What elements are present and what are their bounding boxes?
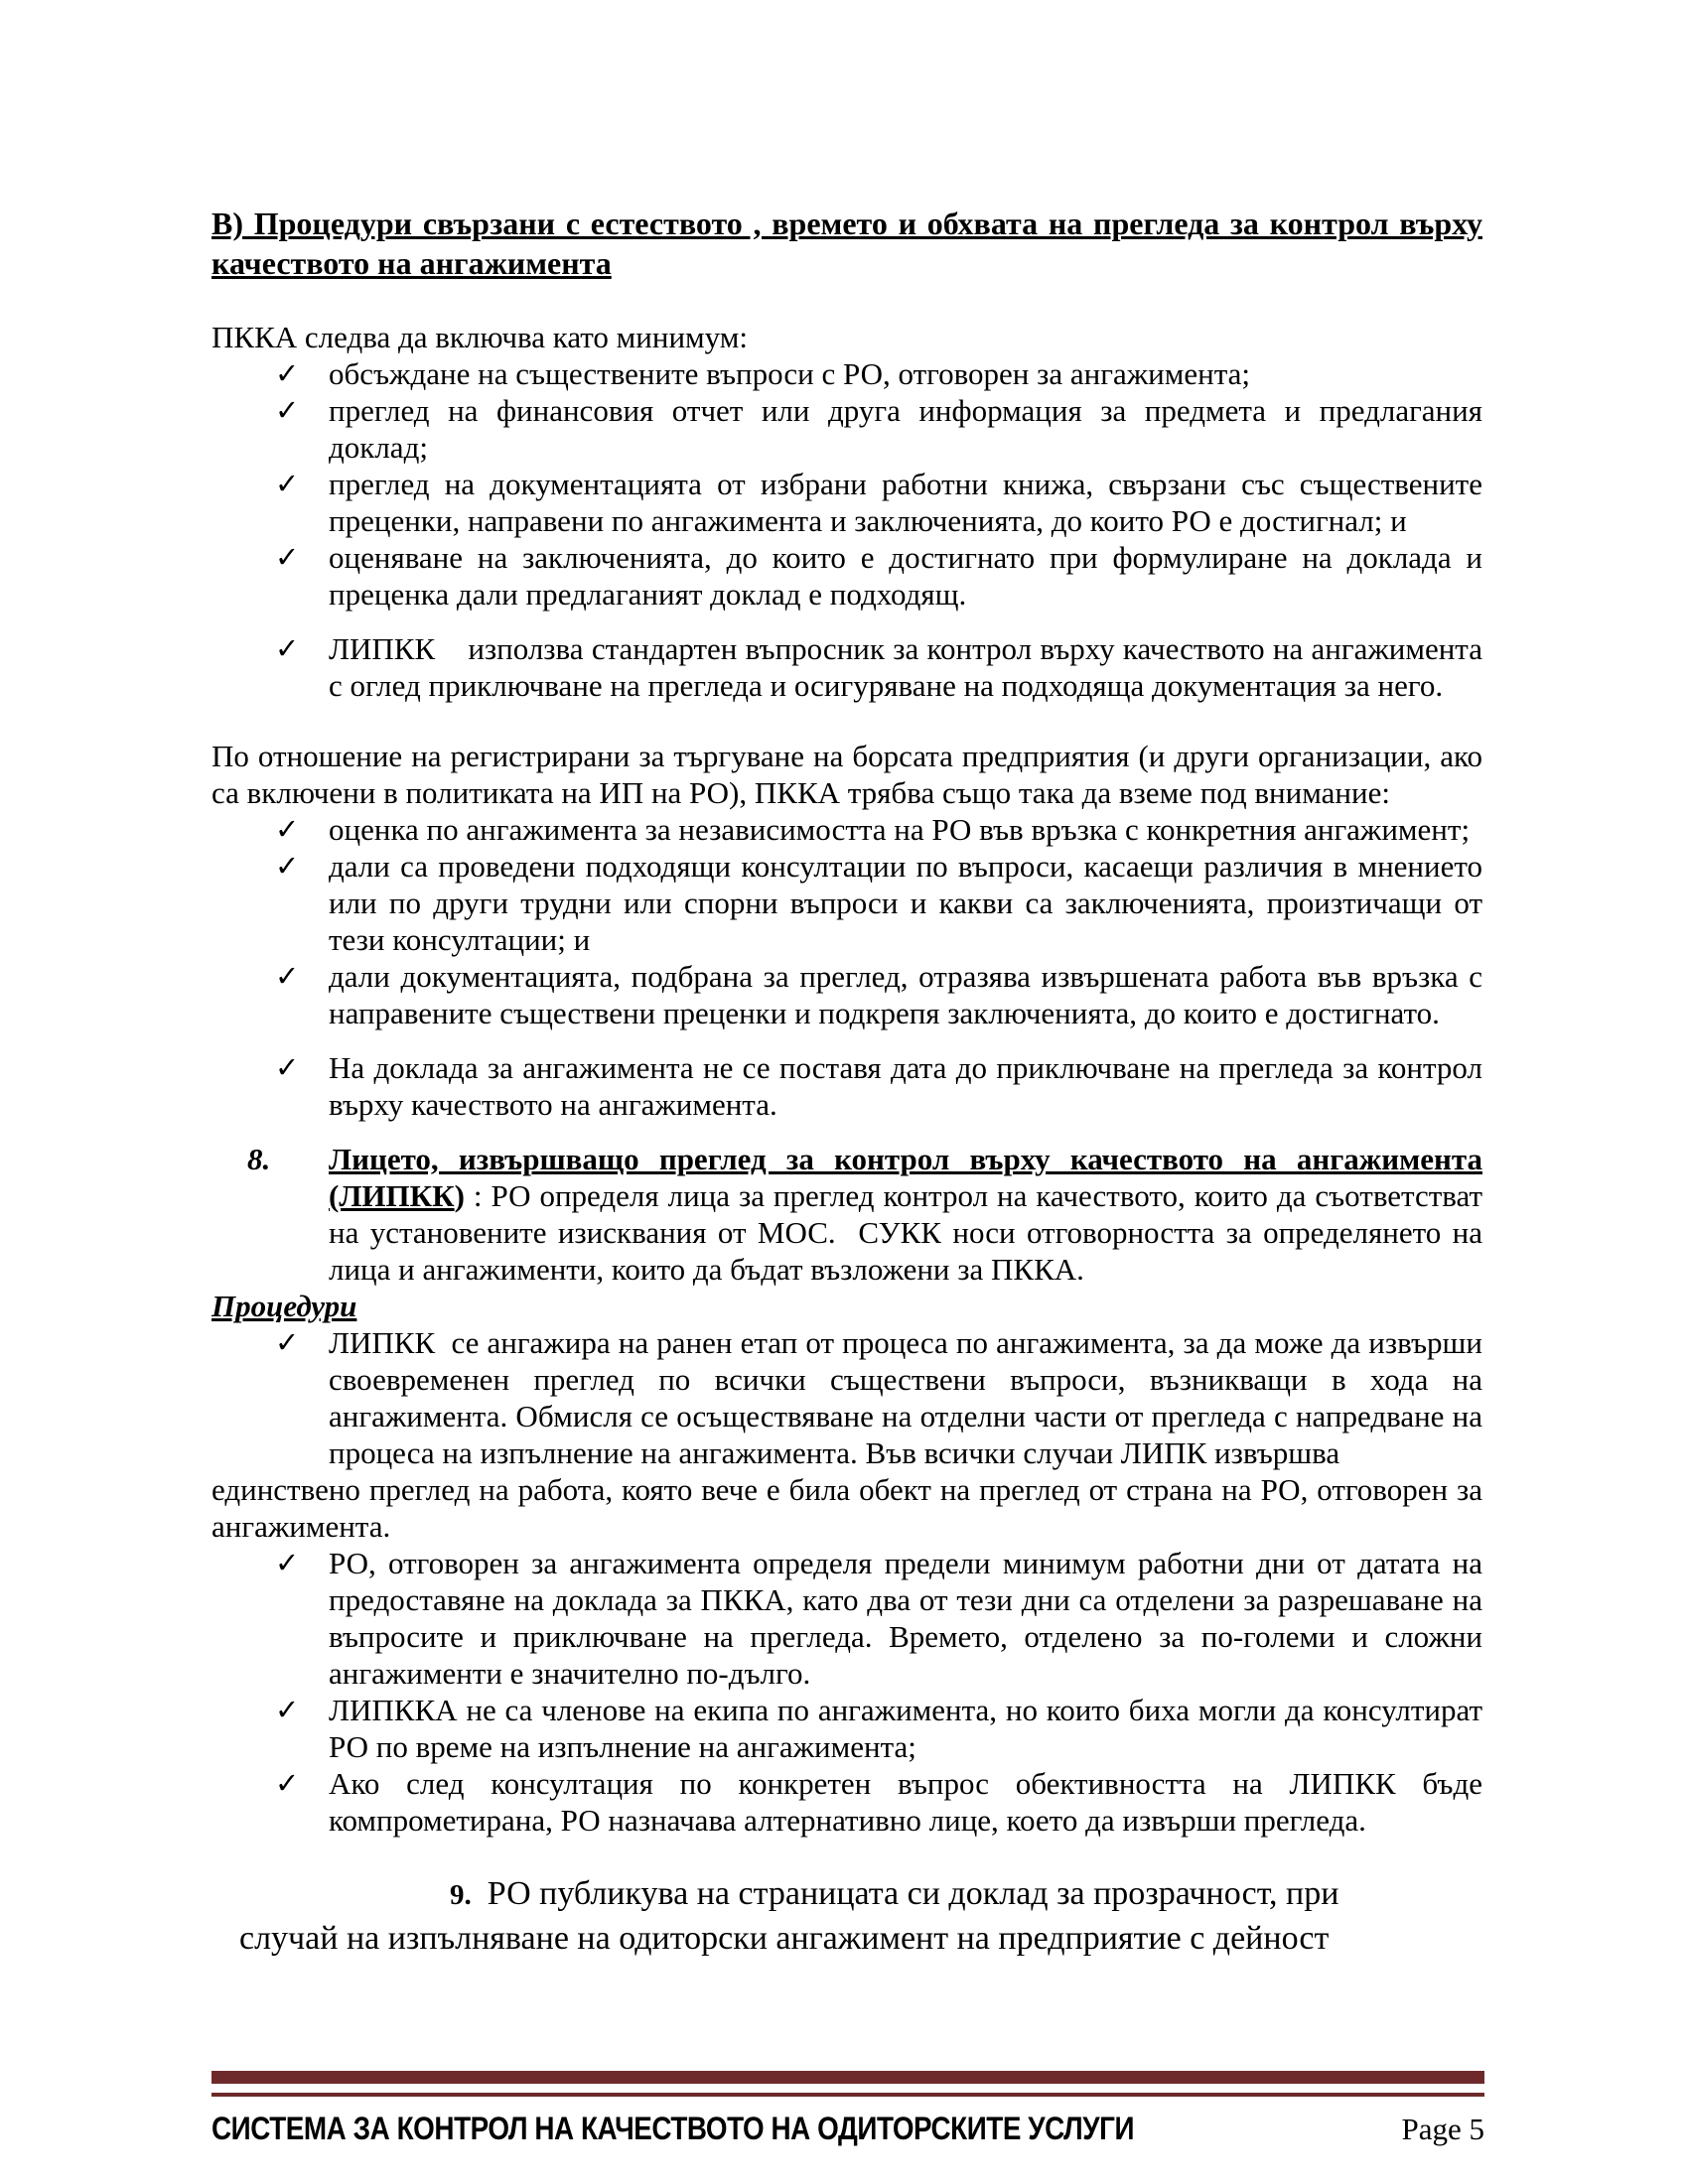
- item-8-title-close: ): [454, 1178, 465, 1213]
- list-item: [211, 1324, 1482, 1471]
- checkmark-bullet-icon: ✓: [275, 1325, 300, 1359]
- checkmark-bullet-icon: ✓: [275, 1693, 300, 1726]
- checkmark-bullet-icon: ✓: [275, 1050, 300, 1084]
- list-item-text: преглед на документацията от избрани работни книжа, свързани със съществените преценки, направени по ангажимента и заключенията, до които РО е достигнал; и: [329, 467, 1482, 538]
- item-8: [211, 1141, 1482, 1288]
- list-item: [211, 811, 1482, 848]
- footer-rule-thin: [211, 2093, 1484, 2097]
- procedures-heading: Процедури: [211, 1289, 357, 1323]
- checkmark-bullet-icon: ✓: [275, 849, 300, 883]
- checkmark-bullet-icon: ✓: [275, 1766, 300, 1800]
- list-item: [211, 355, 1482, 392]
- section-heading: [211, 204, 1482, 283]
- item-9: [211, 1872, 1482, 1961]
- list-item-text: ЛИПКК използва стандартен въпросник за контрол върху качеството на ангажимента с оглед приключване на прегледа и осигуряване на подходяща документация за него.: [329, 631, 1482, 703]
- list-item-text: оценка по ангажимента за независимостта на РО във връзка с конкретния ангажимент;: [329, 812, 1471, 847]
- procedures-checklist-2: [211, 1545, 1482, 1839]
- list-item: [211, 539, 1482, 613]
- list-item: [211, 392, 1482, 466]
- list-item: [211, 1545, 1482, 1692]
- item-8-number: 8.: [247, 1142, 271, 1176]
- list-item: [211, 1049, 1482, 1123]
- list-item-text: Ако след консултация по конкретен въпрос обективността на ЛИПКК бъде компрометирана, РО назначава алтернативно лице, което да извърши прегледа.: [329, 1766, 1482, 1838]
- list-item: [211, 1692, 1482, 1765]
- checkmark-bullet-icon: ✓: [275, 540, 300, 574]
- list-item-text: На доклада за ангажимента не се поставя дата до приключване на прегледа за контрол върху качеството на ангажимента.: [329, 1050, 1482, 1122]
- checkmark-bullet-icon: ✓: [275, 812, 300, 846]
- list-item: [211, 466, 1482, 539]
- checkmark-bullet-icon: ✓: [275, 1546, 300, 1579]
- item-9-number: 9.: [450, 1879, 472, 1911]
- list-item-text: РО, отговорен за ангажимента определя предели минимум работни дни от датата на предоставяне на доклада за ПККА, като два от тези дни са отделени за разрешаване на въпросите и приключване на прегледа. Времето, отделено за по-големи и сложни ангажименти е значително по-дълго.: [329, 1546, 1482, 1691]
- list-item: [211, 630, 1482, 704]
- list-item-text: обсъждане на съществените въпроси с РО, отговорен за ангажимента;: [329, 356, 1250, 391]
- list-item-text: преглед на финансовия отчет или друга информация за предмета и предлагания доклад;: [329, 393, 1482, 465]
- list-item: [211, 848, 1482, 958]
- footer-rule-thick: [211, 2071, 1484, 2084]
- list-item: [211, 958, 1482, 1031]
- list-item-text: дали са проведени подходящи консултации по въпроси, касаещи различия в мнението или по други трудни или спорни въпроси и какви са заключенията, произтичащи от тези консултации; и: [329, 849, 1482, 957]
- list-item: [211, 1765, 1482, 1839]
- page-footer: [211, 2111, 1484, 2147]
- item-8-body: : РО определя лица за преглед контрол на качеството, които да съответстват на установените изисквания от МОС. СУКК носи отговорността за определянето на лица и ангажименти, които да бъдат възложени за ПККА.: [329, 1178, 1482, 1287]
- footer-page-number: Page 5: [1401, 2112, 1484, 2146]
- checkmark-bullet-icon: ✓: [275, 631, 300, 665]
- checkmark-bullet-icon: ✓: [275, 356, 300, 390]
- list-item-text: оценяване на заключенията, до които е достигнато при формулиране на доклада и преценка дали предлаганият доклад е подходящ.: [329, 540, 1482, 612]
- listed-entities-paragraph: По отношение на регистрирани за търгуване на борсата предприятия (и други организации, ако са включени в политиката на ИП на РО), ПККА трябва също така да вземе под внимание:: [211, 739, 1482, 810]
- procedures-checklist: [211, 1324, 1482, 1471]
- item-8-title: Лицето, извършващо преглед за контрол върху качеството на ангажимента (ЛИПКК: [329, 1142, 1482, 1213]
- item-9-text-line-2: случай на изпълняване на одиторски ангажимент на предприятие с дейност: [239, 1920, 1330, 1957]
- checkmark-bullet-icon: ✓: [275, 393, 300, 427]
- checkmark-bullet-icon: ✓: [275, 959, 300, 993]
- listed-entities-checklist: [211, 811, 1482, 1123]
- continuation-paragraph: единствено преглед на работа, която вече е била обект на преглед от страна на РО, отговорен за ангажимента.: [211, 1472, 1482, 1544]
- footer-title: СИСТЕМА ЗА КОНТРОЛ НА КАЧЕСТВОТО НА ОДИТОРСКИТЕ УСЛУГИ: [211, 2111, 1135, 2146]
- list-item-text: ЛИПКК се ангажира на ранен етап от процеса по ангажимента, за да може да извърши своевременен преглед по всички съществени въпроси, възникващи в хода на ангажимента. Обмисля се осъществяване на отделни части от прегледа с напредване на процеса на изпълнение на ангажимента. Във всички случаи ЛИПК извършва: [329, 1325, 1482, 1470]
- minimum-checklist: [211, 355, 1482, 704]
- section-heading-text: В) Процедури свързани с естеството , времето и обхвата на прегледа за контрол върху качеството на ангажимента: [211, 205, 1482, 281]
- intro-paragraph: ПККА следва да включва като минимум:: [211, 320, 748, 354]
- list-item-text: дали документацията, подбрана за преглед, отразява извършената работа във връзка с направените съществени преценки и подкрепя заключенията, до които е достигнато.: [329, 959, 1482, 1030]
- item-9-text-line-1: РО публикува на страницата си доклад за прозрачност, при: [487, 1875, 1339, 1912]
- page-content: [211, 204, 1482, 1961]
- list-item-text: ЛИПККА не са членове на екипа по ангажимента, но които биха могли да консултират РО по време на изпълнение на ангажимента;: [329, 1693, 1482, 1764]
- checkmark-bullet-icon: ✓: [275, 467, 300, 500]
